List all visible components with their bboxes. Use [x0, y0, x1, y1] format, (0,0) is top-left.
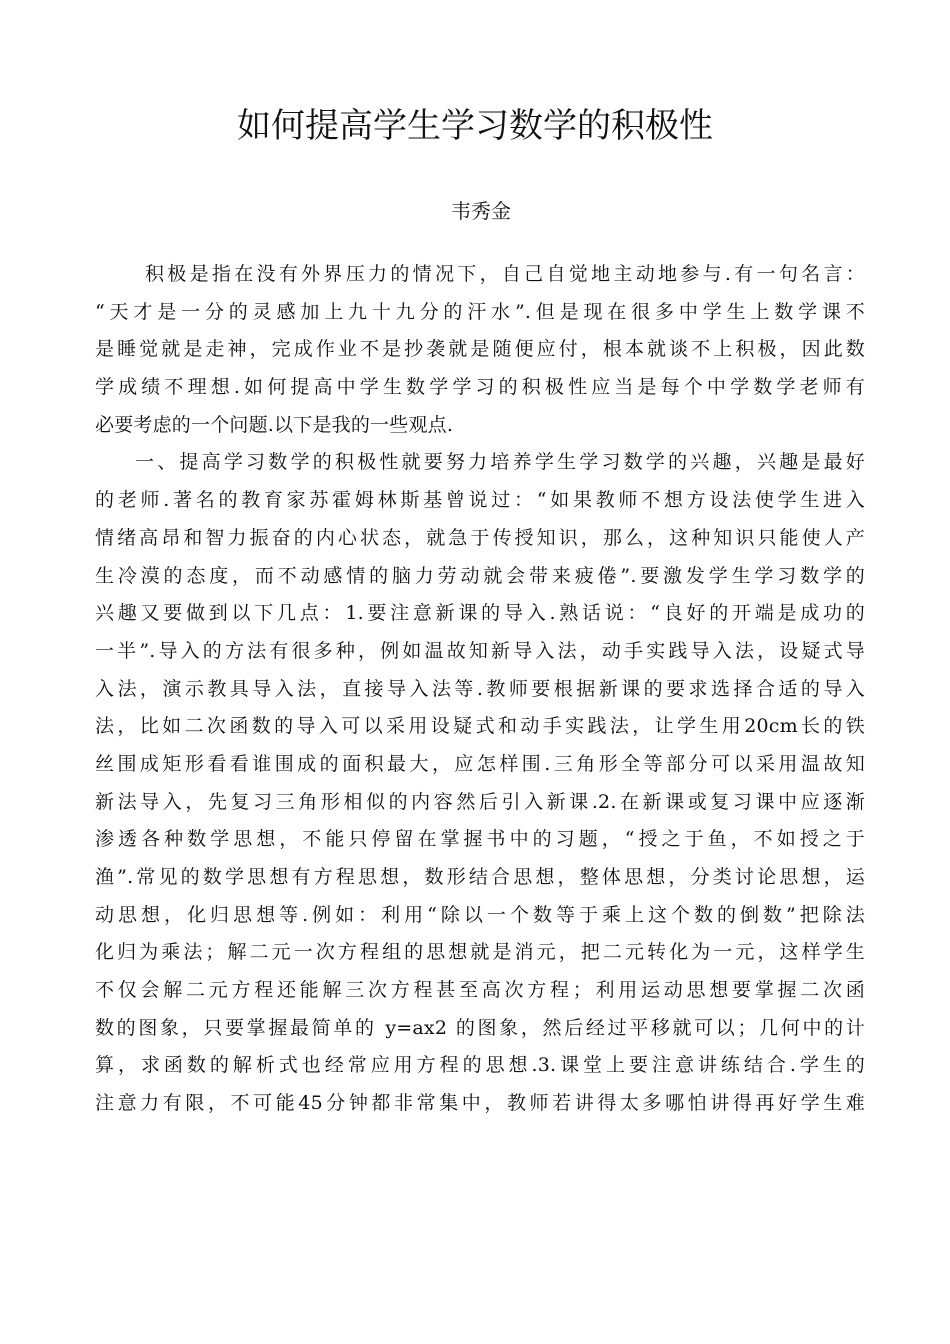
- text-line: 情绪高昂和智力振奋的内心状态，就急于传授知识，那么，这种知识只能使人产: [95, 526, 865, 549]
- text-line: 渗透各种数学思想，不能只停留在掌握书中的习题，“授之于鱼，不如授之于: [95, 828, 865, 851]
- text-line: “天才是一分的灵感加上九十九分的汗水”.但是现在很多中学生上数学课不: [95, 300, 865, 323]
- text-line: 化归为乘法；解二元一次方程组的思想就是消元，把二元转化为一元，这样学生: [95, 941, 865, 964]
- paragraph-intro: [95, 256, 865, 444]
- text-line: 学成绩不理想.如何提高中学生数学学习的积极性应当是每个中学数学老师有: [95, 376, 865, 399]
- text-line: 注意力有限，不可能45分钟都非常集中，教师若讲得太多哪怕讲得再好学生难: [95, 1092, 865, 1115]
- text-line: 新法导入，先复习三角形相似的内容然后引入新课.2.在新课或复习课中应逐渐: [95, 790, 865, 813]
- text-line: 入法，演示教具导入法，直接导入法等.教师要根据新课的要求选择合适的导入: [95, 677, 865, 700]
- text-line: 积极是指在没有外界压力的情况下，自己自觉地主动地参与.有一句名言：: [145, 263, 865, 285]
- text-line: 生冷漠的态度，而不动感情的脑力劳动就会带来疲倦”.要激发学生学习数学的: [95, 564, 865, 587]
- text-line: 是睡觉就是走神，完成作业不是抄袭就是随便应付，根本就谈不上积极，因此数: [95, 338, 865, 361]
- text-line: 算，求函数的解析式也经常应用方程的思想.3.课堂上要注意讲练结合.学生的: [95, 1054, 865, 1077]
- text-line: 一、提高学习数学的积极性就要努力培养学生学习数学的兴趣，兴趣是最好: [135, 451, 865, 474]
- text-line: 不仅会解二元方程还能解三次方程甚至高次方程；利用运动思想要掌握二次函: [95, 979, 865, 1002]
- author-name: 韦秀金: [451, 199, 511, 223]
- text-line: 兴趣又要做到以下几点：1.要注意新课的导入.熟话说：“良好的开端是成功的: [95, 602, 865, 625]
- text-line: 数的图象，只要掌握最简单的 y=ax2 的图象，然后经过平移就可以；几何中的计: [95, 1016, 865, 1039]
- text-line: 一半”.导入的方法有很多种，例如温故知新导入法，动手实践导入法，设疑式导: [95, 639, 865, 662]
- text-line: 法，比如二次函数的导入可以采用设疑式和动手实践法，让学生用20cm长的铁: [95, 715, 865, 738]
- document-body: [95, 256, 865, 1123]
- text-line: 必要考虑的一个问题.以下是我的一些观点.: [95, 413, 454, 436]
- paragraph-section-one: [95, 444, 865, 1122]
- document-title: 如何提高学生学习数学的积极性: [237, 106, 713, 146]
- text-line: 的老师.著名的教育家苏霍姆林斯基曾说过：“如果教师不想方设法使学生进入: [95, 489, 865, 512]
- text-line: 动思想，化归思想等.例如：利用“除以一个数等于乘上这个数的倒数”把除法: [95, 903, 865, 926]
- text-line: 渔”.常见的数学思想有方程思想，数形结合思想，整体思想，分类讨论思想，运: [95, 866, 865, 888]
- text-line: 丝围成矩形看看谁围成的面积最大，应怎样围.三角形全等部分可以采用温故知: [95, 752, 865, 775]
